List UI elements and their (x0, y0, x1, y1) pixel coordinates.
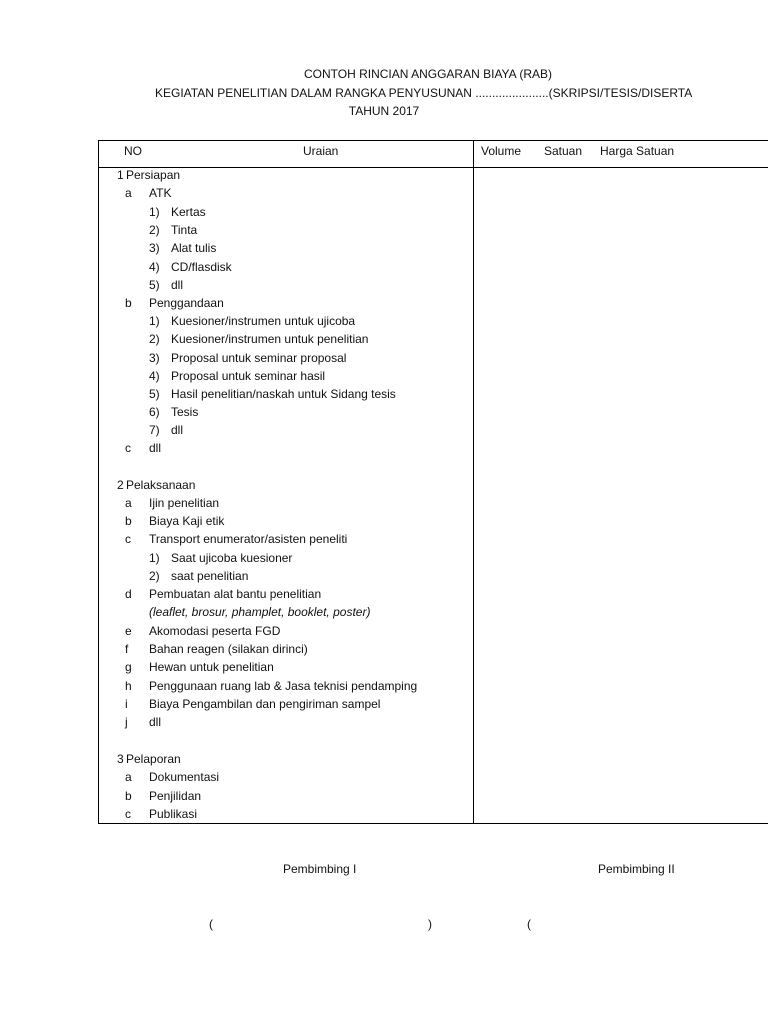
table-top-border (98, 140, 768, 141)
signature-open-paren-1: ( (209, 917, 213, 931)
item-label: Penggunaan ruang lab & Jasa teknisi pendamping (149, 679, 418, 693)
signature-close-paren-1: ) (428, 917, 432, 931)
item-note: (leaflet, brosur, phamplet, booklet, poster) (149, 605, 371, 619)
item-letter: c (125, 807, 131, 821)
section-number: 3 (117, 752, 124, 766)
subitem-number: 2) (149, 223, 160, 237)
table-left-border (98, 140, 99, 824)
item-letter: a (125, 186, 132, 200)
section-title: Pelaksanaan (126, 478, 196, 492)
item-label: Dokumentasi (149, 770, 220, 784)
subitem-number: 3) (149, 351, 160, 365)
item-letter: h (125, 679, 132, 693)
subitem-label: CD/flasdisk (171, 260, 232, 274)
item-label: Hewan untuk penelitian (149, 660, 274, 674)
column-header-no: NO (124, 144, 142, 158)
subitem-label: Hasil penelitian/naskah untuk Sidang tesis (171, 387, 396, 401)
item-letter: b (125, 296, 132, 310)
subitem-label: dll (171, 278, 184, 292)
subitem-number: 1) (149, 314, 160, 328)
item-letter: b (125, 514, 132, 528)
item-letter: e (125, 624, 132, 638)
item-label: Pembuatan alat bantu penelitian (149, 587, 322, 601)
item-letter: a (125, 770, 132, 784)
section-number: 2 (117, 478, 124, 492)
item-label: Biaya Kaji etik (149, 514, 225, 528)
subitem-label: Tesis (171, 405, 199, 419)
subitem-number: 5) (149, 387, 160, 401)
item-letter: g (125, 660, 132, 674)
section-number: 1 (117, 168, 124, 182)
subitem-number: 5) (149, 278, 160, 292)
item-letter: f (125, 642, 129, 656)
item-letter: b (125, 789, 132, 803)
item-label: Penggandaan (149, 296, 224, 310)
column-header-volume: Volume (481, 144, 522, 158)
subitem-label: Alat tulis (171, 241, 217, 255)
subitem-number: 1) (149, 551, 160, 565)
subitem-number: 4) (149, 369, 160, 383)
signature-label-pembimbing-2: Pembimbing II (598, 862, 675, 876)
subitem-number: 2) (149, 569, 160, 583)
subitem-number: 4) (149, 260, 160, 274)
item-letter: i (125, 697, 128, 711)
item-letter: c (125, 441, 131, 455)
signature-open-paren-2: ( (527, 917, 531, 931)
subitem-label: dll (171, 423, 184, 437)
item-label: ATK (149, 186, 172, 200)
subitem-number: 7) (149, 423, 160, 437)
table-bottom-border (98, 823, 768, 824)
item-label: dll (149, 441, 162, 455)
section-title: Persiapan (126, 168, 181, 182)
item-letter: j (125, 715, 128, 729)
item-label: Transport enumerator/asisten peneliti (149, 532, 348, 546)
column-header-satuan: Satuan (544, 144, 583, 158)
subitem-label: Tinta (171, 223, 198, 237)
document-title: CONTOH RINCIAN ANGGARAN BIAYA (RAB) (303, 67, 553, 81)
subitem-label: Kuesioner/instrumen untuk ujicoba (171, 314, 356, 328)
subitem-label: Kertas (171, 205, 206, 219)
subitem-label: Proposal untuk seminar hasil (171, 369, 326, 383)
item-label: Penjilidan (149, 789, 202, 803)
item-letter: d (125, 587, 132, 601)
item-letter: a (125, 496, 132, 510)
item-label: Biaya Pengambilan dan pengiriman sampel (149, 697, 381, 711)
subitem-label: Saat ujicoba kuesioner (171, 551, 293, 565)
subitem-label: saat penelitian (171, 569, 249, 583)
item-letter: c (125, 532, 131, 546)
item-label: Publikasi (149, 807, 198, 821)
table-header-border (98, 167, 768, 168)
subitem-number: 2) (149, 332, 160, 346)
subitem-label: Kuesioner/instrumen untuk penelitian (171, 332, 369, 346)
signature-label-pembimbing-1: Pembimbing I (283, 862, 357, 876)
document-year: TAHUN 2017 (348, 104, 420, 118)
item-label: Bahan reagen (silakan dirinci) (149, 642, 308, 656)
subitem-number: 1) (149, 205, 160, 219)
table-column-divider (473, 140, 474, 824)
item-label: Ijin penelitian (149, 496, 220, 510)
item-label: Akomodasi peserta FGD (149, 624, 281, 638)
column-header-harga-satuan: Harga Satuan (600, 144, 675, 158)
document-subtitle: KEGIATAN PENELITIAN DALAM RANGKA PENYUSUNAN ......................(SKRIPSI/TESIS/DISERTA (155, 86, 693, 100)
subitem-number: 3) (149, 241, 160, 255)
section-title: Pelaporan (126, 752, 181, 766)
subitem-number: 6) (149, 405, 160, 419)
subitem-label: Proposal untuk seminar proposal (171, 351, 347, 365)
column-header-uraian: Uraian (303, 144, 339, 158)
item-label: dll (149, 715, 162, 729)
